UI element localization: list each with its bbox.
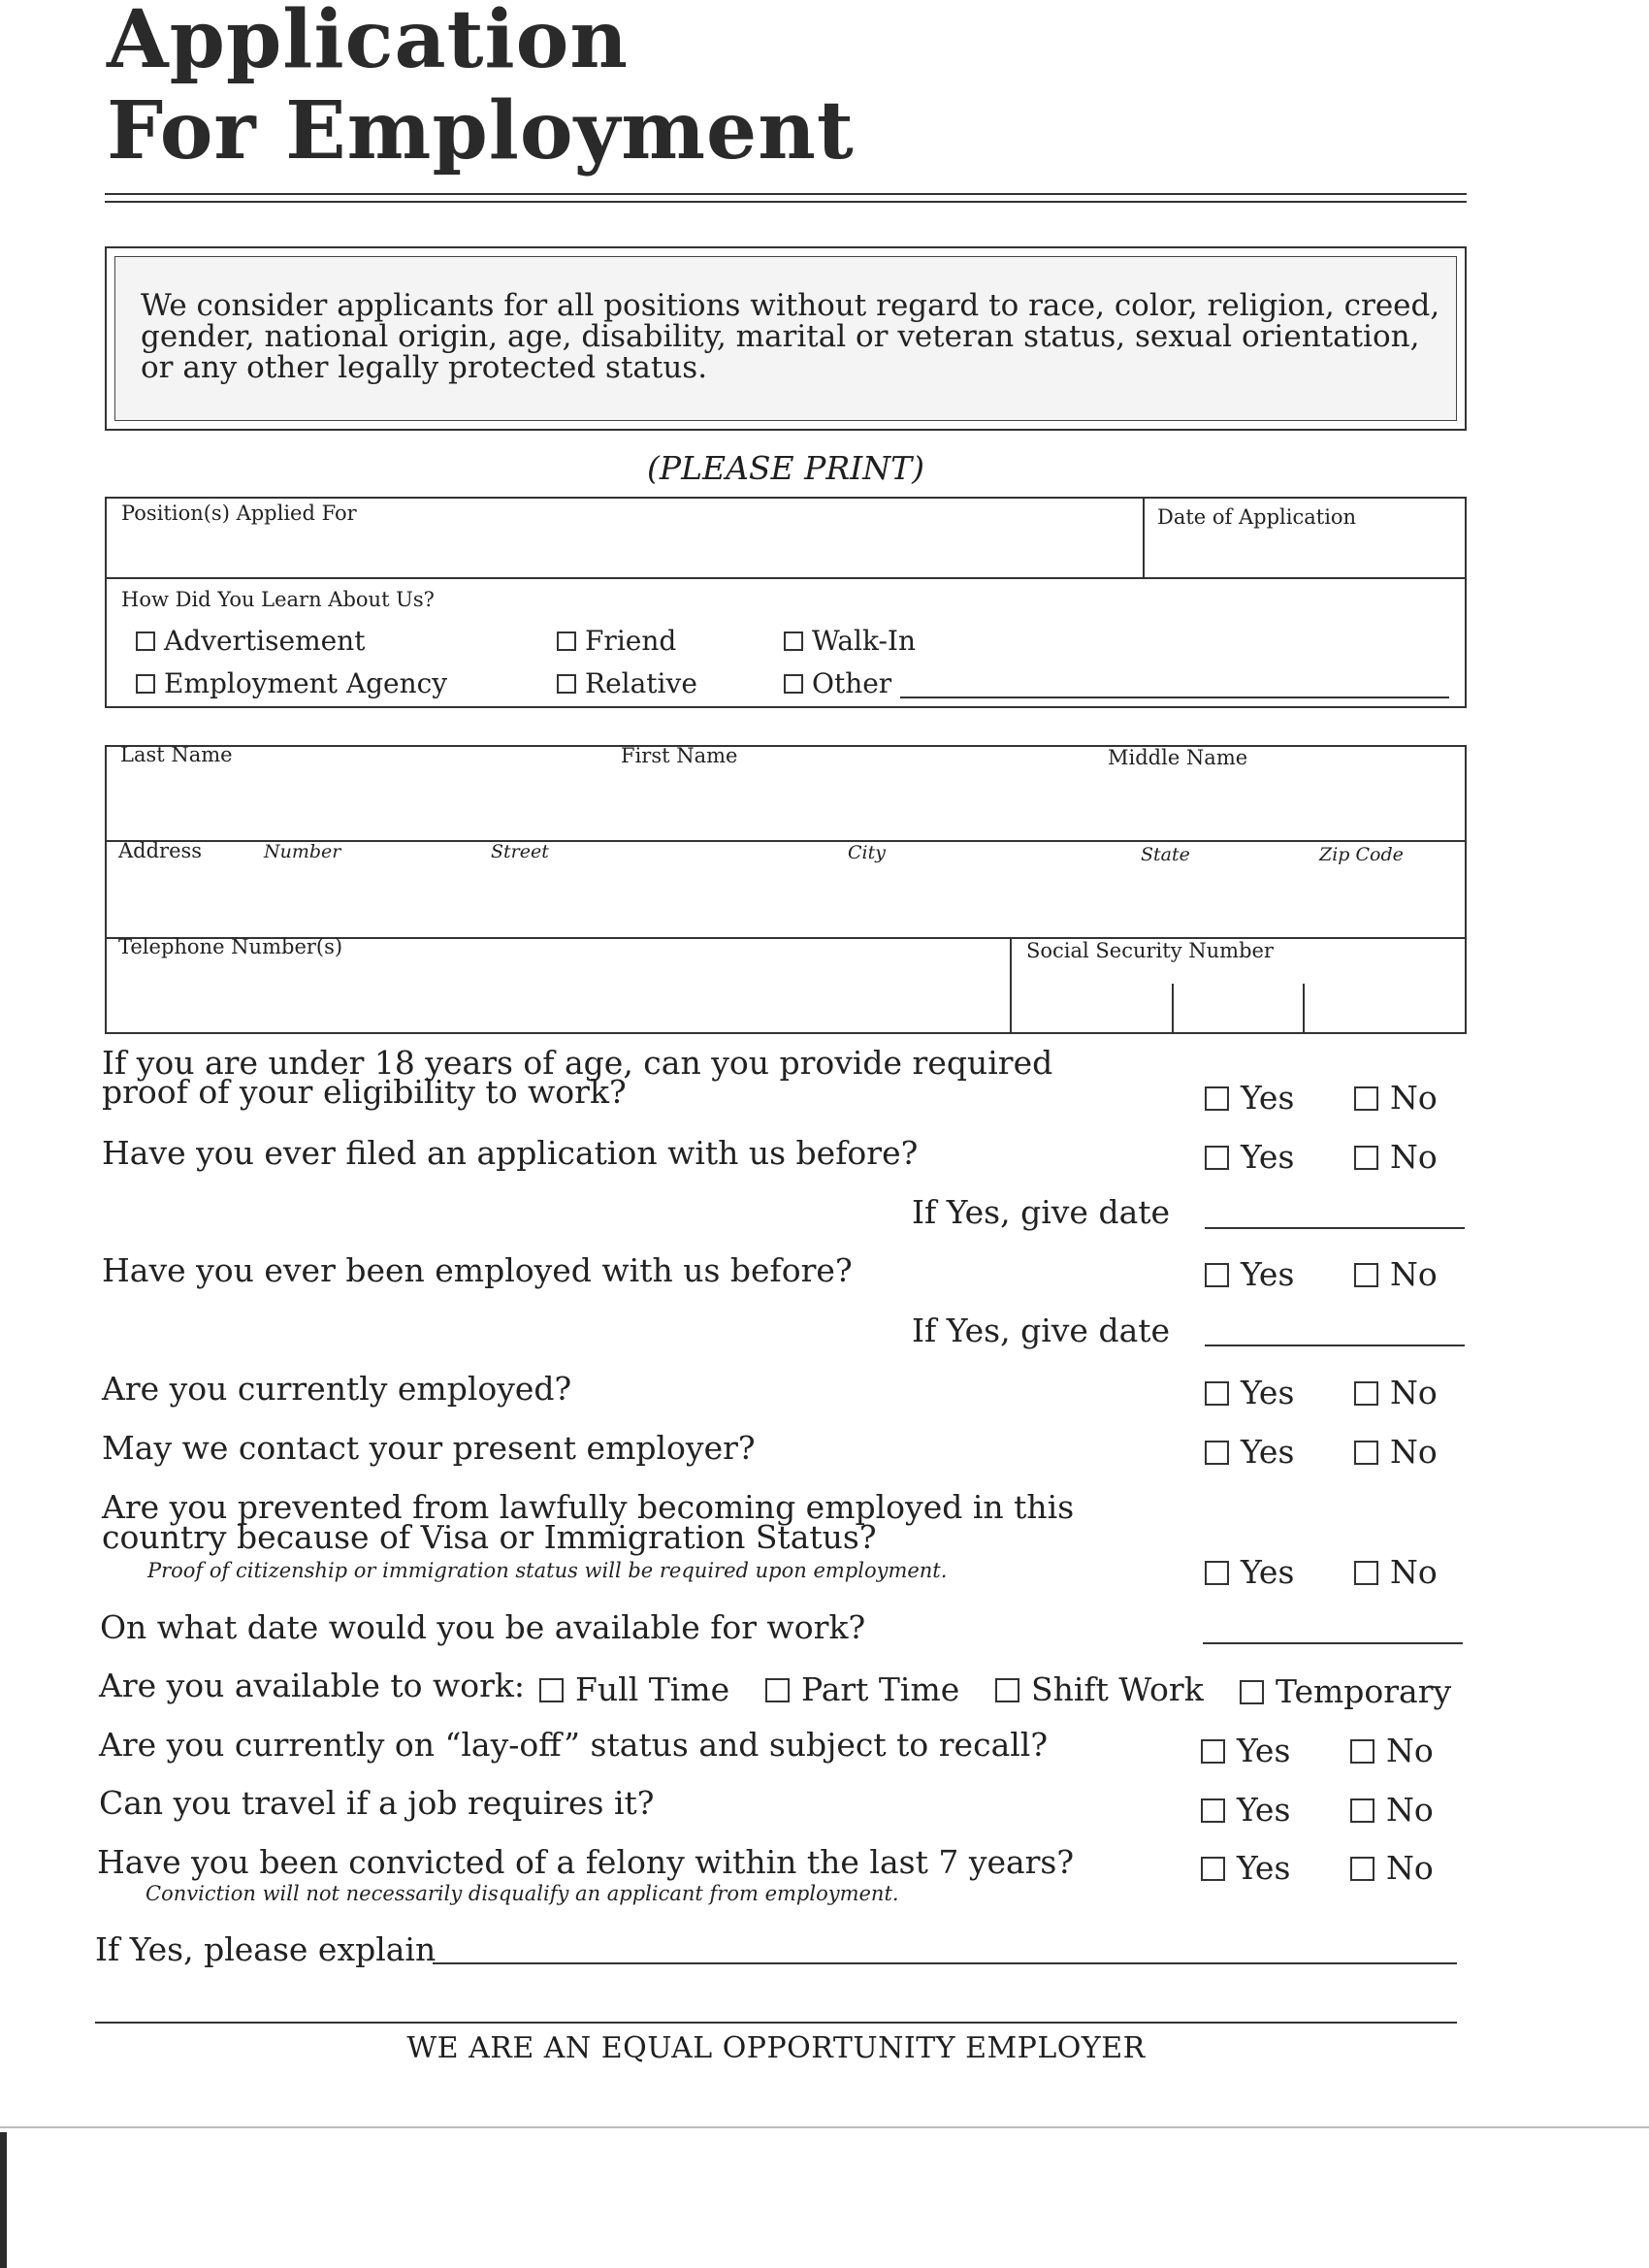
question-visa-line1: Are you prevented from lawfully becoming employed in this	[102, 1488, 1075, 1526]
question-contact-employer: May we contact your present employer?	[102, 1429, 756, 1467]
employed-before-yes-checkbox[interactable]	[1205, 1263, 1229, 1287]
name-field[interactable]	[107, 747, 1465, 838]
visa-note: Proof of citizenship or immigration status will be required upon employment.	[147, 1559, 948, 1582]
contact-employer-yes[interactable]	[1205, 1433, 1294, 1471]
no-label: No	[1390, 1079, 1438, 1117]
relative-label: Relative	[585, 667, 697, 699]
travel-yes[interactable]	[1201, 1791, 1290, 1829]
question-felony: Have you been convicted of a felony within the last 7 years?	[97, 1843, 1075, 1881]
contact-employer-yes-checkbox[interactable]	[1205, 1441, 1229, 1465]
temporary-checkbox[interactable]	[1240, 1680, 1264, 1704]
other-checkbox[interactable]	[784, 674, 803, 694]
layoff-no-checkbox[interactable]	[1350, 1739, 1374, 1764]
contact-employer-no-checkbox[interactable]	[1354, 1441, 1378, 1465]
address-zip-label: Zip Code	[1319, 844, 1404, 865]
felony-note: Conviction will not necessarily disqualify an applicant from employment.	[146, 1882, 899, 1905]
no-label: No	[1390, 1255, 1438, 1293]
explain-label: If Yes, please explain	[95, 1930, 436, 1968]
option-friend[interactable]	[557, 625, 676, 657]
page-bottom-edge	[0, 2126, 1649, 2128]
part-time-label: Part Time	[801, 1670, 960, 1708]
walk-in-checkbox[interactable]	[784, 632, 803, 651]
relative-checkbox[interactable]	[557, 674, 576, 694]
visa-yes[interactable]	[1205, 1553, 1294, 1591]
address-city-label: City	[848, 842, 886, 863]
question-visa-line2: country because of Visa or Immigration Status?	[102, 1518, 877, 1556]
visa-no-checkbox[interactable]	[1354, 1561, 1378, 1585]
yes-label: Yes	[1241, 1374, 1295, 1411]
question-layoff: Are you currently on “lay-off” status and subject to recall?	[99, 1726, 1049, 1764]
form-title-line1: Application	[107, 0, 629, 86]
shift-work-checkbox[interactable]	[995, 1678, 1019, 1702]
option-other[interactable]	[784, 667, 891, 699]
position-applied-label: Position(s) Applied For	[121, 502, 357, 525]
question-employed-before: Have you ever been employed with us before?	[102, 1251, 853, 1289]
learn-about-us-label: How Did You Learn About Us?	[121, 588, 435, 611]
question-available-to-work: Are you available to work:	[99, 1667, 525, 1704]
temporary-label: Temporary	[1276, 1672, 1452, 1710]
employed-before-no-checkbox[interactable]	[1354, 1263, 1378, 1287]
filed-before-no-checkbox[interactable]	[1354, 1146, 1378, 1170]
visa-yes-checkbox[interactable]	[1205, 1561, 1229, 1585]
yes-label: Yes	[1241, 1255, 1295, 1293]
no-label: No	[1390, 1433, 1438, 1471]
no-label: No	[1390, 1138, 1438, 1176]
felony-no-checkbox[interactable]	[1350, 1857, 1374, 1881]
eeo-notice-inner	[114, 256, 1457, 421]
advertisement-label: Advertisement	[164, 625, 366, 657]
employed-before-date-label: If Yes, give date	[912, 1312, 1171, 1349]
question-available-date: On what date would you be available for work?	[100, 1608, 866, 1646]
no-label: No	[1386, 1732, 1434, 1769]
other-label: Other	[812, 667, 892, 699]
employment-agency-checkbox[interactable]	[136, 674, 155, 694]
work-type-shift-work[interactable]	[995, 1670, 1204, 1708]
address-state-label: State	[1141, 844, 1190, 865]
under18-yes-checkbox[interactable]	[1205, 1086, 1229, 1111]
no-label: No	[1390, 1374, 1438, 1411]
equal-opportunity-footer: WE ARE AN EQUAL OPPORTUNITY EMPLOYER	[406, 2031, 1146, 2065]
layoff-yes-checkbox[interactable]	[1201, 1739, 1225, 1764]
question-under18-line2: proof of your eligibility to work?	[102, 1073, 627, 1111]
ssn-label: Social Security Number	[1026, 939, 1274, 962]
travel-no[interactable]	[1350, 1791, 1434, 1829]
no-label: No	[1386, 1791, 1434, 1829]
title-rule-bottom	[105, 201, 1467, 203]
address-label: Address	[118, 839, 203, 862]
yes-label: Yes	[1241, 1138, 1295, 1176]
currently-employed-no[interactable]	[1354, 1374, 1438, 1411]
question-travel: Can you travel if a job requires it?	[99, 1784, 655, 1822]
eeo-notice-box	[105, 246, 1467, 431]
date-of-application-label: Date of Application	[1157, 505, 1357, 529]
travel-yes-checkbox[interactable]	[1201, 1798, 1225, 1823]
employed-before-date-line[interactable]	[1205, 1345, 1465, 1346]
question-under18-line1: If you are under 18 years of age, can you provide required	[102, 1044, 1053, 1082]
work-type-full-time[interactable]	[539, 1670, 729, 1708]
friend-checkbox[interactable]	[557, 632, 576, 651]
felony-yes[interactable]	[1201, 1849, 1290, 1887]
form-title-line2: For Employment	[107, 84, 855, 178]
filed-before-date-line[interactable]	[1205, 1227, 1465, 1229]
currently-employed-yes[interactable]	[1205, 1374, 1294, 1411]
under18-yes[interactable]	[1205, 1079, 1294, 1117]
felony-no[interactable]	[1350, 1849, 1434, 1887]
no-label: No	[1390, 1553, 1438, 1591]
layoff-yes[interactable]	[1201, 1732, 1290, 1769]
filed-before-yes[interactable]	[1205, 1138, 1294, 1176]
question-filed-before: Have you ever filed an application with us before?	[102, 1134, 919, 1172]
filed-before-yes-checkbox[interactable]	[1205, 1146, 1229, 1170]
travel-no-checkbox[interactable]	[1350, 1798, 1374, 1823]
employed-before-no[interactable]	[1354, 1255, 1438, 1293]
explain-line[interactable]	[433, 1962, 1457, 1964]
title-rule-top	[105, 193, 1467, 195]
felony-yes-checkbox[interactable]	[1201, 1857, 1225, 1881]
advertisement-checkbox[interactable]	[136, 632, 155, 651]
last-name-label: Last Name	[120, 743, 233, 766]
yes-label: Yes	[1241, 1553, 1295, 1591]
option-employment-agency[interactable]	[136, 667, 447, 699]
currently-employed-yes-checkbox[interactable]	[1205, 1381, 1229, 1406]
currently-employed-no-checkbox[interactable]	[1354, 1381, 1378, 1406]
work-type-temporary[interactable]	[1240, 1672, 1451, 1710]
layoff-no[interactable]	[1350, 1732, 1434, 1769]
yes-label: Yes	[1237, 1791, 1291, 1829]
middle-name-label: Middle Name	[1108, 746, 1248, 769]
under18-no[interactable]	[1354, 1079, 1438, 1117]
shift-work-label: Shift Work	[1031, 1670, 1204, 1708]
under18-no-checkbox[interactable]	[1354, 1086, 1378, 1111]
no-label: No	[1386, 1849, 1434, 1887]
filed-before-date-label: If Yes, give date	[912, 1193, 1171, 1231]
employed-before-yes[interactable]	[1205, 1255, 1294, 1293]
work-type-part-time[interactable]	[765, 1670, 959, 1708]
yes-label: Yes	[1237, 1732, 1291, 1769]
walk-in-label: Walk-In	[812, 625, 917, 657]
eeo-notice-text: We consider applicants for all positions without regard to race, color, religion, creed, gender, national origin, age, disability, marital or veteran status, sexual orientation, or any other legally protected status.	[141, 288, 1440, 385]
first-name-label: First Name	[621, 744, 738, 767]
telephone-label: Telephone Number(s)	[118, 935, 343, 958]
option-relative[interactable]	[557, 667, 697, 699]
full-time-label: Full Time	[575, 1670, 730, 1708]
address-number-label: Number	[264, 841, 341, 862]
available-date-line[interactable]	[1203, 1642, 1463, 1644]
question-currently-employed: Are you currently employed?	[102, 1370, 572, 1408]
full-time-checkbox[interactable]	[539, 1678, 564, 1702]
contact-employer-no[interactable]	[1354, 1433, 1438, 1471]
employment-agency-label: Employment Agency	[164, 667, 448, 699]
footer-rule	[95, 2022, 1457, 2024]
visa-no[interactable]	[1354, 1553, 1438, 1591]
option-walk-in[interactable]	[784, 625, 916, 657]
friend-label: Friend	[585, 625, 677, 657]
yes-label: Yes	[1241, 1433, 1295, 1471]
position-divider	[105, 577, 1467, 579]
please-print-label: (PLEASE PRINT)	[647, 449, 924, 487]
yes-label: Yes	[1237, 1849, 1291, 1887]
address-street-label: Street	[491, 841, 549, 862]
option-advertisement[interactable]	[136, 625, 365, 657]
part-time-checkbox[interactable]	[765, 1678, 790, 1702]
other-specify-line[interactable]	[900, 697, 1449, 698]
scan-binder-edge	[0, 2132, 7, 2268]
yes-label: Yes	[1241, 1079, 1295, 1117]
filed-before-no[interactable]	[1354, 1138, 1438, 1176]
